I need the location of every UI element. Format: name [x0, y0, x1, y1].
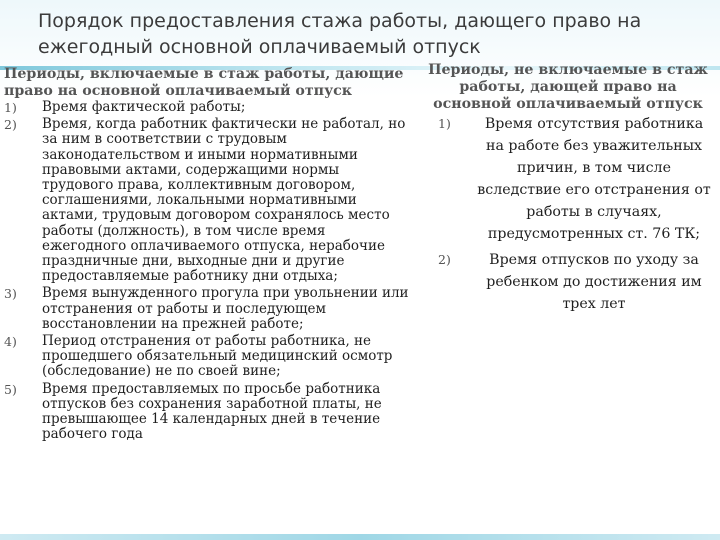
item-text: Время отсутствия работника на работе без уважительных причин, в том числе вследствие его отстранения от работы в случаях, предусмотренных ст. 76 ТК;: [477, 116, 711, 242]
bottom-decoration: [0, 534, 720, 540]
item-text: Время, когда работник фактически не работал, но за ним в соответствии с трудовым законодательством и иными нормативными правовыми актами, содержащими нормы трудового права, коллективным договором, соглашениями, локальными нормативными актами, трудовым договором сохранялось место работы (должность), в том числе время ежегодного оплачиваемого отпуска, нерабочие праздничные дни, выходные дни и другие предоставляемые работнику дни отдыха;: [42, 116, 406, 285]
item-number: 2): [4, 117, 17, 133]
list-item: [422, 249, 714, 315]
item-text: Время фактической работы;: [42, 99, 246, 115]
item-number: 1): [438, 116, 451, 131]
item-number: 1): [4, 100, 17, 115]
list-item: [4, 100, 412, 115]
item-text: Время предоставляемых по просьбе работника отпусков без сохранения заработной платы, не превышающее 14 календарных дней в течение рабочего года: [42, 380, 382, 443]
list-item: [4, 117, 412, 284]
excluded-periods-column: [422, 62, 714, 319]
included-periods-heading: Периоды, включаемые в стаж работы, дающие право на основной оплачиваемый отпуск: [4, 66, 404, 99]
item-number: 3): [4, 286, 17, 302]
list-item: [4, 286, 412, 332]
excluded-periods-list: [422, 113, 714, 315]
list-item: [4, 382, 412, 443]
item-number: 5): [4, 381, 17, 397]
list-item: [422, 113, 714, 245]
included-periods-column: [4, 66, 412, 444]
excluded-periods-heading: Периоды, не включаемые в стаж работы, дающей право на основной оплачиваемый отпуск: [428, 62, 708, 112]
slide-title: Порядок предоставления стажа работы, дающего право на ежегодный основной оплачиваемый отпуск: [38, 10, 642, 58]
item-number: 4): [4, 334, 17, 350]
item-text: Время отпусков по уходу за ребенком до достижения им трех лет: [486, 252, 702, 312]
item-text: Период отстранения от работы работника, не прошедшего обязательный медицинский осмотр (обследование) не по своей вине;: [42, 333, 393, 380]
included-periods-list: [4, 100, 412, 442]
list-item: [4, 334, 412, 380]
item-number: 2): [438, 252, 451, 267]
item-text: Время вынужденного прогула при увольнении или отстранения от работы и последующем восстановлении на прежней работе;: [42, 285, 409, 332]
